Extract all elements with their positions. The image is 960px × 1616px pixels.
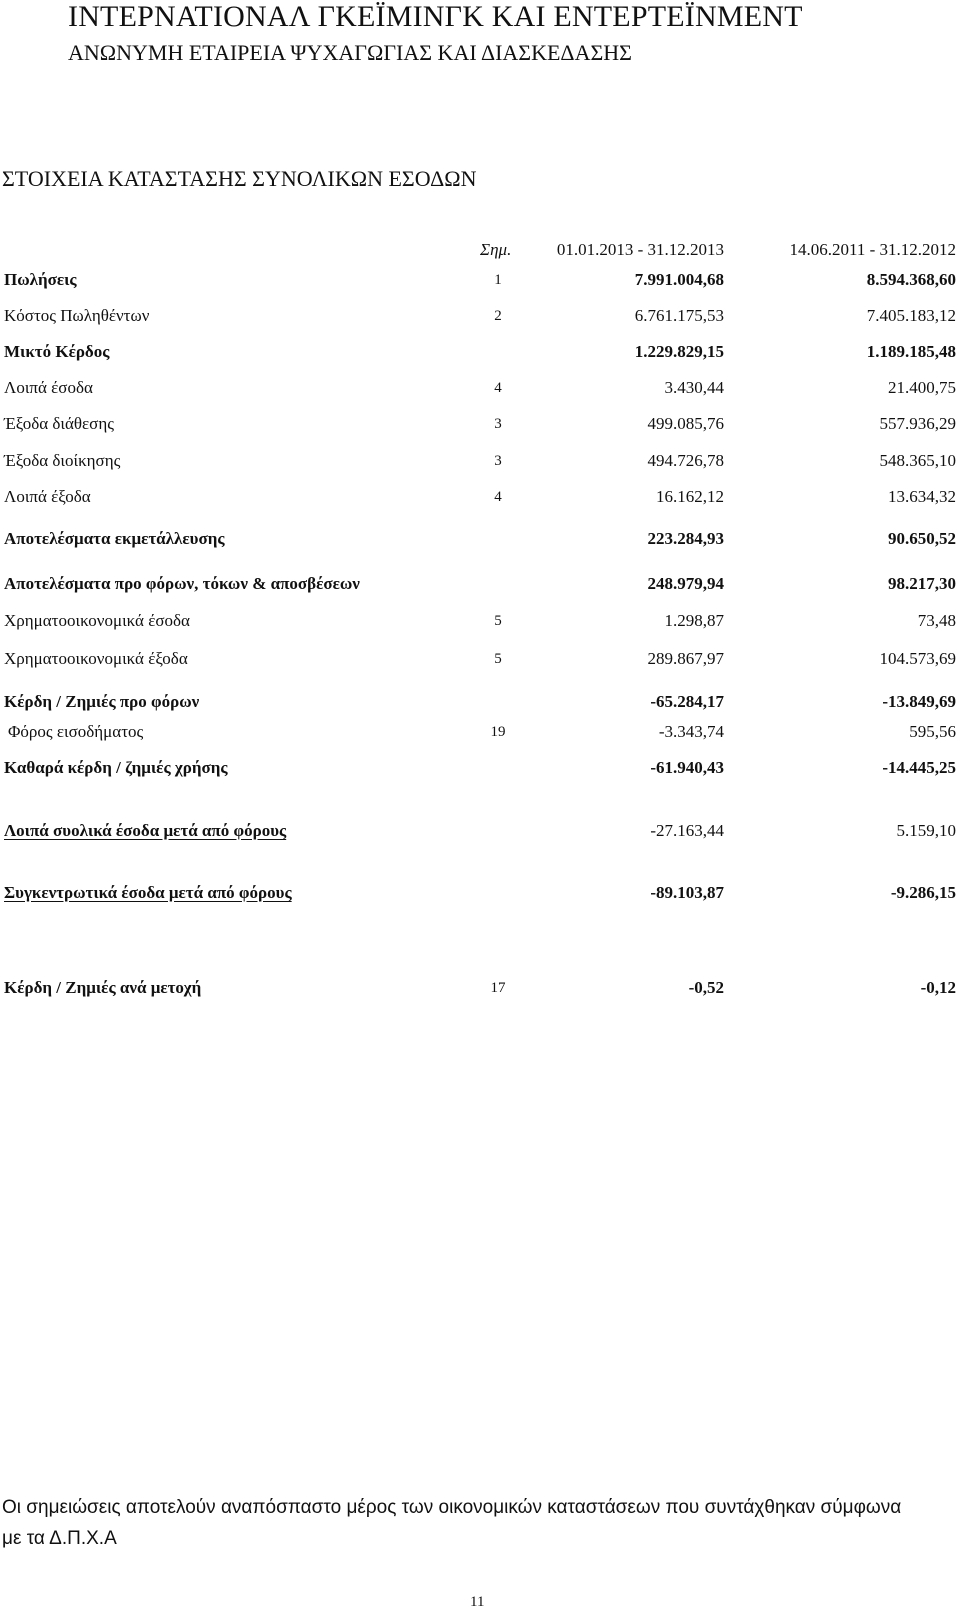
row-value-2013: 499.085,76	[647, 414, 724, 433]
row-label: Συγκεντρωτικά έσοδα μετά από φόρους	[4, 883, 292, 902]
row-value-2012: 595,56	[909, 722, 956, 741]
row-value-2012: 13.634,32	[888, 487, 956, 506]
row-value-2013: -3.343,74	[658, 722, 724, 741]
row-note: 5	[494, 613, 502, 629]
row-note: 3	[494, 416, 502, 432]
row-label: Αποτελέσματα εκμετάλλευσης	[4, 529, 225, 548]
row-label: Κόστος Πωληθέντων	[4, 306, 150, 325]
row-value-2013: 289.867,97	[647, 649, 724, 668]
row-label: Φόρος εισοδήματος	[8, 722, 144, 741]
row-value-2012: 73,48	[917, 611, 956, 630]
section-title: ΣΤΟΙΧΕΙΑ ΚΑΤΑΣΤΑΣΗΣ ΣΥΝΟΛΙΚΩΝ ΕΣΟΔΩΝ	[2, 166, 477, 191]
row-value-2012: -0,12	[920, 978, 956, 997]
table-row-cost-of-sales	[0, 306, 960, 330]
table-row-other-comprehensive-income	[0, 821, 960, 845]
row-value-2012: 8.594.368,60	[866, 270, 956, 289]
row-note: 5	[494, 651, 502, 667]
company-subtitle: ΑΝΩΝΥΜΗ ΕΤΑΙΡΕΙΑ ΨΥΧΑΓΩΓΙΑΣ ΚΑΙ ΔΙΑΣΚΕΔΑΣΗΣ	[68, 40, 632, 65]
table-row-finance-income	[0, 611, 960, 635]
row-label: Καθαρά κέρδη / ζημιές χρήσης	[4, 758, 228, 777]
row-value-2012: -14.445,25	[882, 758, 956, 777]
row-note: 19	[490, 724, 506, 740]
table-row-total-comprehensive-income	[0, 883, 960, 907]
row-note: 2	[494, 308, 502, 324]
row-value-2013: 248.979,94	[647, 574, 724, 593]
row-value-2012: 98.217,30	[888, 574, 956, 593]
row-value-2013: 1.229.829,15	[634, 342, 724, 361]
table-row-earnings-per-share	[0, 978, 960, 1002]
page-number: 11	[470, 1594, 485, 1610]
row-value-2012: 7.405.183,12	[866, 306, 956, 325]
column-header-period-2012: 14.06.2011 - 31.12.2012	[789, 240, 956, 259]
table-row-finance-expenses	[0, 649, 960, 673]
table-row-profit-before-tax	[0, 692, 960, 716]
row-value-2013: 3.430,44	[664, 378, 724, 397]
row-value-2012: 104.573,69	[879, 649, 956, 668]
row-value-2013: -61.940,43	[650, 758, 724, 777]
row-note: 4	[494, 489, 502, 505]
table-row-income-tax	[0, 722, 960, 746]
table-row-gross-profit	[0, 342, 960, 366]
row-label: Λοιπά έξοδα	[4, 487, 91, 506]
row-value-2012: 548.365,10	[879, 451, 956, 470]
row-value-2012: -13.849,69	[882, 692, 956, 711]
table-row-other-income	[0, 378, 960, 402]
row-note: 17	[490, 980, 506, 996]
row-value-2013: 1.298,87	[664, 611, 724, 630]
row-value-2013: 494.726,78	[647, 451, 724, 470]
footer-note: Οι σημειώσεις αποτελούν αναπόσπαστο μέρος των οικονομικών καταστάσεων που συντάχθηκαν σύμφωνα με τα Δ.Π.Χ.Α	[2, 1497, 902, 1549]
row-note: 4	[494, 380, 502, 396]
table-row-selling-expenses	[0, 414, 960, 438]
row-label: Λοιπά έσοδα	[4, 378, 93, 397]
row-value-2013: -65.284,17	[650, 692, 724, 711]
row-value-2012: 5.159,10	[896, 821, 956, 840]
row-value-2013: 6.761.175,53	[634, 306, 724, 325]
row-value-2013: -27.163,44	[650, 821, 724, 840]
company-name: ΙΝΤΕΡΝΑΤΙΟΝΑΛ ΓΚΕΪΜΙΝΓΚ ΚΑΙ ΕΝΤΕΡΤΕΪΝΜΕΝΤ	[68, 0, 803, 33]
table-row-sales	[0, 270, 960, 294]
row-label: Χρηματοοικονομικά έσοδα	[4, 611, 190, 630]
column-header-note: Σημ.	[480, 240, 512, 259]
row-value-2013: -89.103,87	[650, 883, 724, 902]
row-label: Έξοδα διάθεσης	[4, 414, 114, 433]
column-header-period-2013: 01.01.2013 - 31.12.2013	[556, 240, 724, 259]
row-label: Κέρδη / Ζημιές ανά μετοχή	[4, 978, 202, 997]
row-value-2013: 16.162,12	[656, 487, 724, 506]
row-label: Πωλήσεις	[4, 270, 77, 289]
row-label: Κέρδη / Ζημιές προ φόρων	[4, 692, 200, 711]
table-row-admin-expenses	[0, 451, 960, 475]
table-row-other-expenses	[0, 487, 960, 511]
row-value-2012: 1.189.185,48	[866, 342, 956, 361]
row-value-2012: 557.936,29	[879, 414, 956, 433]
row-label: Αποτελέσματα προ φόρων, τόκων & αποσβέσεων	[4, 574, 360, 593]
row-label: Χρηματοοικονομικά έξοδα	[4, 649, 188, 668]
row-note: 1	[494, 272, 502, 288]
row-value-2012: 90.650,52	[888, 529, 956, 548]
row-value-2013: 223.284,93	[647, 529, 724, 548]
row-value-2012: 21.400,75	[888, 378, 956, 397]
table-row-net-profit	[0, 758, 960, 782]
row-value-2012: -9.286,15	[890, 883, 956, 902]
row-label: Έξοδα διοίκησης	[4, 451, 121, 470]
row-label: Λοιπά συολικά έσοδα μετά από φόρους	[4, 821, 287, 840]
row-value-2013: -0,52	[688, 978, 724, 997]
row-value-2013: 7.991.004,68	[634, 270, 724, 289]
table-row-ebitda	[0, 574, 960, 598]
row-note: 3	[494, 453, 502, 469]
row-label: Μικτό Κέρδος	[4, 342, 110, 361]
table-row-operating-results	[0, 529, 960, 553]
